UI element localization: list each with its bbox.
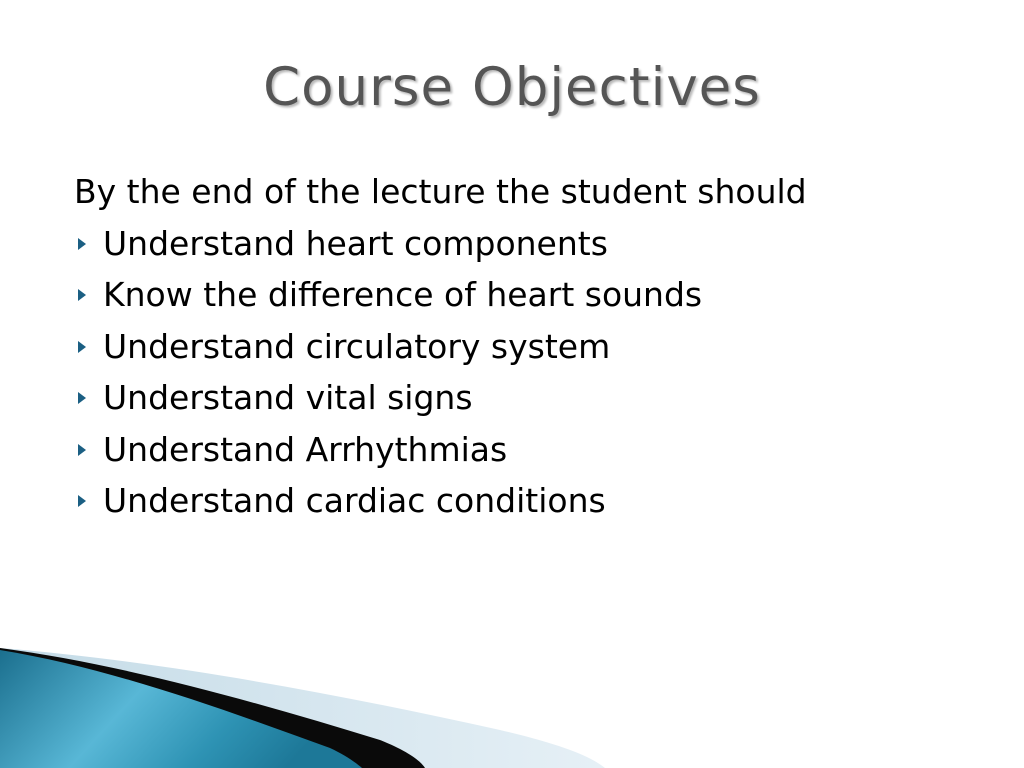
- list-item: [74, 424, 974, 476]
- intro-text: By the end of the lecture the student should: [74, 172, 807, 211]
- right-triangle-icon: [78, 392, 86, 404]
- right-triangle-icon: [78, 444, 86, 456]
- list-item-text: Understand vital signs: [103, 378, 473, 417]
- list-item-text: Understand cardiac conditions: [103, 481, 606, 520]
- list-item: [74, 218, 974, 270]
- objectives-list: [74, 218, 974, 527]
- list-item: [74, 372, 974, 424]
- slide-title: Course Objectives: [263, 57, 761, 118]
- slide-body: [74, 166, 974, 527]
- list-item-text: Understand circulatory system: [103, 326, 611, 366]
- right-triangle-icon: [78, 289, 86, 301]
- right-triangle-icon: [78, 238, 86, 250]
- right-triangle-icon: [78, 495, 86, 507]
- list-item: [74, 321, 974, 373]
- list-item-text: Understand Arrhythmias: [103, 429, 508, 469]
- list-item: [74, 475, 974, 527]
- right-triangle-icon: [78, 341, 86, 353]
- list-item-text: Know the difference of heart sounds: [103, 275, 703, 314]
- list-item: [74, 269, 974, 321]
- list-item-text: Understand heart components: [103, 223, 608, 263]
